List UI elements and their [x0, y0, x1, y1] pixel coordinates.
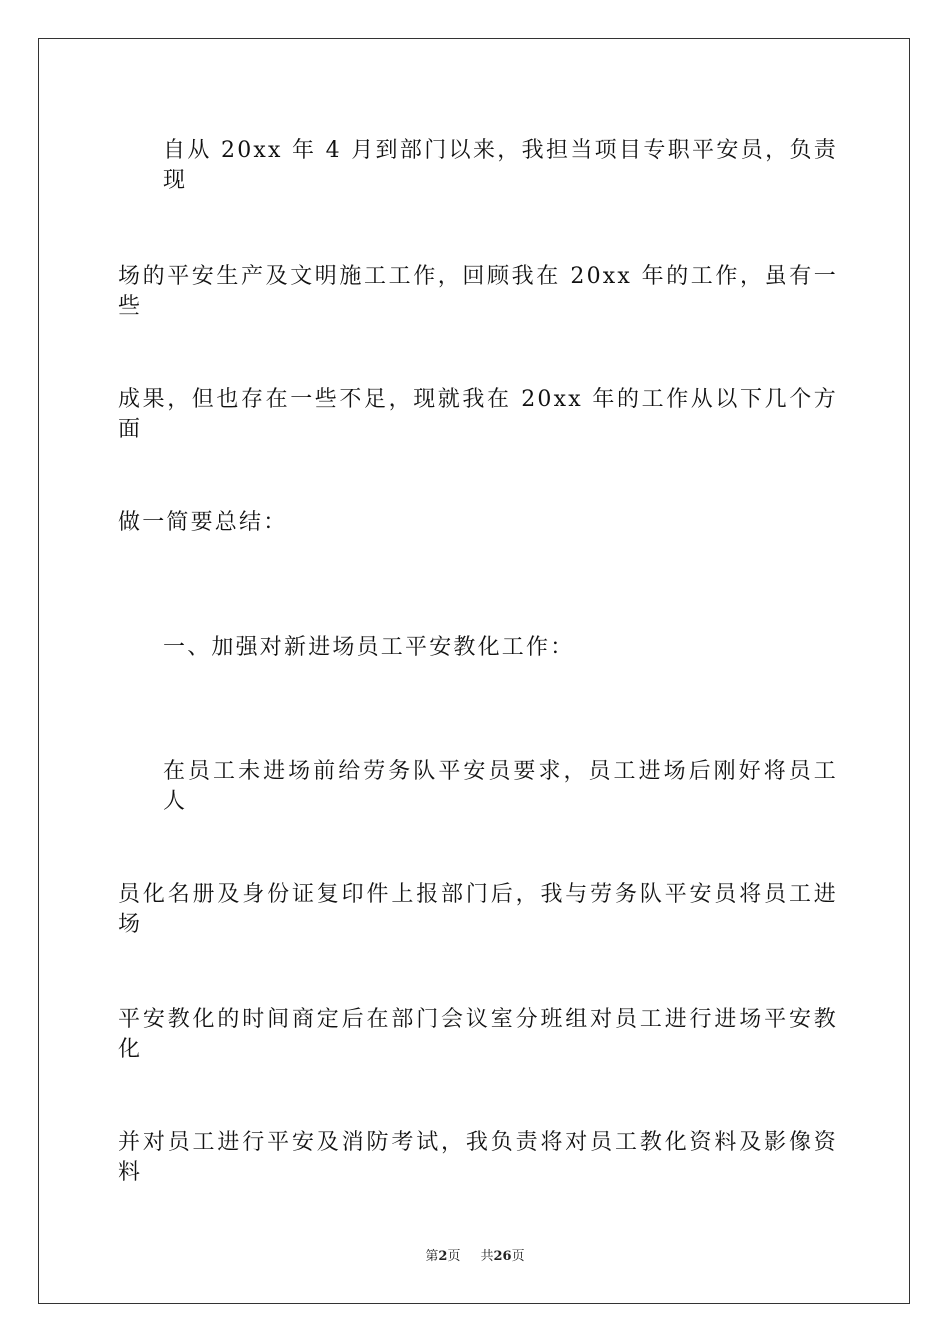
- section-heading-1: 一、加强对新进场员工平安教化工作：: [163, 635, 575, 660]
- total-prefix: 共: [480, 1249, 494, 1264]
- page-prefix: 第: [425, 1249, 439, 1264]
- paragraph-1-line-2: 场的平安生产及文明施工工作，回顾我在 20xx 年的工作，虽有一些: [118, 264, 838, 319]
- paragraph-2-line-3: 平安教化的时间商定后在部门会议室分班组对员工进行进场平安教化: [118, 1007, 838, 1062]
- paragraph-1-line-4: 做一简要总结：: [118, 510, 288, 535]
- paragraph-2-line-1: 在员工未进场前给劳务队平安员要求，员工进场后刚好将员工人: [163, 759, 838, 814]
- page-number: 2: [438, 1249, 448, 1264]
- paragraph-1-line-1: 自从 20xx 年 4 月到部门以来，我担当项目专职平安员，负责现: [163, 138, 838, 193]
- paragraph-2-line-2: 员化名册及身份证复印件上报部门后，我与劳务队平安员将员工进场: [118, 882, 838, 937]
- paragraph-1-line-3: 成果，但也存在一些不足，现就我在 20xx 年的工作从以下几个方面: [118, 387, 838, 442]
- total-pages: 26: [493, 1249, 512, 1264]
- page-border: [38, 38, 910, 1304]
- total-suffix: 页: [511, 1249, 525, 1264]
- page-footer: [0, 1248, 950, 1266]
- paragraph-2-line-4: 并对员工进行平安及消防考试，我负责将对员工教化资料及影像资料: [118, 1130, 838, 1185]
- page-suffix: 页: [447, 1249, 461, 1264]
